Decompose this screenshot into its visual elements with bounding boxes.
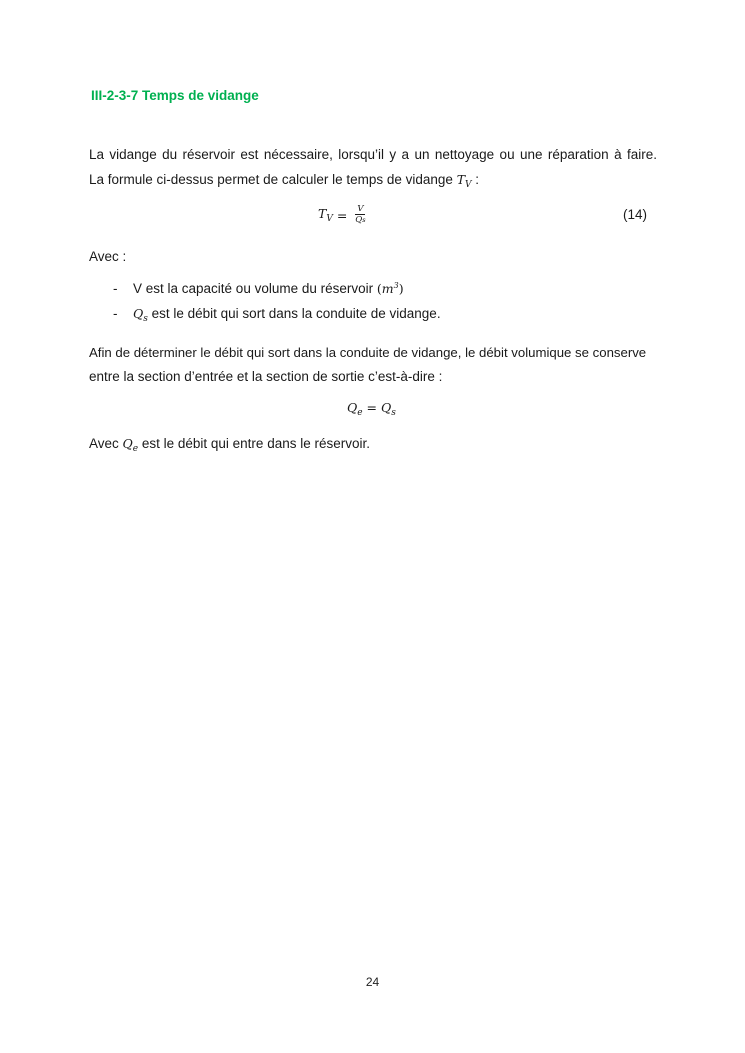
equation-lhs: $Q_e$ (347, 400, 363, 418)
equation-rhs: $Q_s$ (381, 400, 396, 418)
equation-operator: = (332, 207, 352, 223)
section-heading: III-2-3-7 Temps de vidange (91, 88, 259, 103)
equation-14 (318, 204, 366, 226)
math-symbol: $Q_e$ (122, 436, 139, 454)
bullet-dash: - (113, 306, 118, 321)
fraction (355, 204, 365, 226)
unit-symbol: $(m^3)$ (376, 281, 404, 296)
equation-conservation (347, 400, 396, 418)
paragraph-line: Afin de déterminer le débit qui sort dans la conduite de vidange, le débit volumique se conserve (89, 345, 647, 360)
fraction-denominator: Qs (355, 215, 366, 225)
equation-operator: = (362, 400, 381, 415)
math-symbol: $Q_s$ (133, 306, 148, 324)
equation-number: (14) (623, 207, 648, 222)
paragraph-line: Avec $Q_e$ est le débit qui entre dans le réservoir. (89, 436, 370, 454)
equation-lhs: $T_V$ (318, 206, 333, 224)
bullet-dash: - (113, 281, 118, 296)
paragraph-line: La vidange du réservoir est nécessaire, lorsqu’il y a un nettoyage ou une réparation à faire. (89, 147, 657, 162)
list-item: V est la capacité ou volume du réservoir $(m^3)$ (133, 281, 404, 296)
avec-label: Avec : (89, 249, 127, 264)
fraction-numerator: V (357, 204, 364, 214)
math-symbol: $T_V$ (456, 172, 472, 190)
paragraph-text: : (471, 172, 480, 187)
page-number: 24 (365, 975, 380, 989)
paragraph-line: entre la section d’entrée et la section de sortie c’est-à-dire : (89, 369, 443, 384)
paragraph-text: La formule ci-dessus permet de calculer le temps de vidange (89, 172, 453, 187)
paragraph-line (89, 167, 657, 198)
list-item: $Q_s$ est le débit qui sort dans la conduite de vidange. (133, 306, 441, 324)
